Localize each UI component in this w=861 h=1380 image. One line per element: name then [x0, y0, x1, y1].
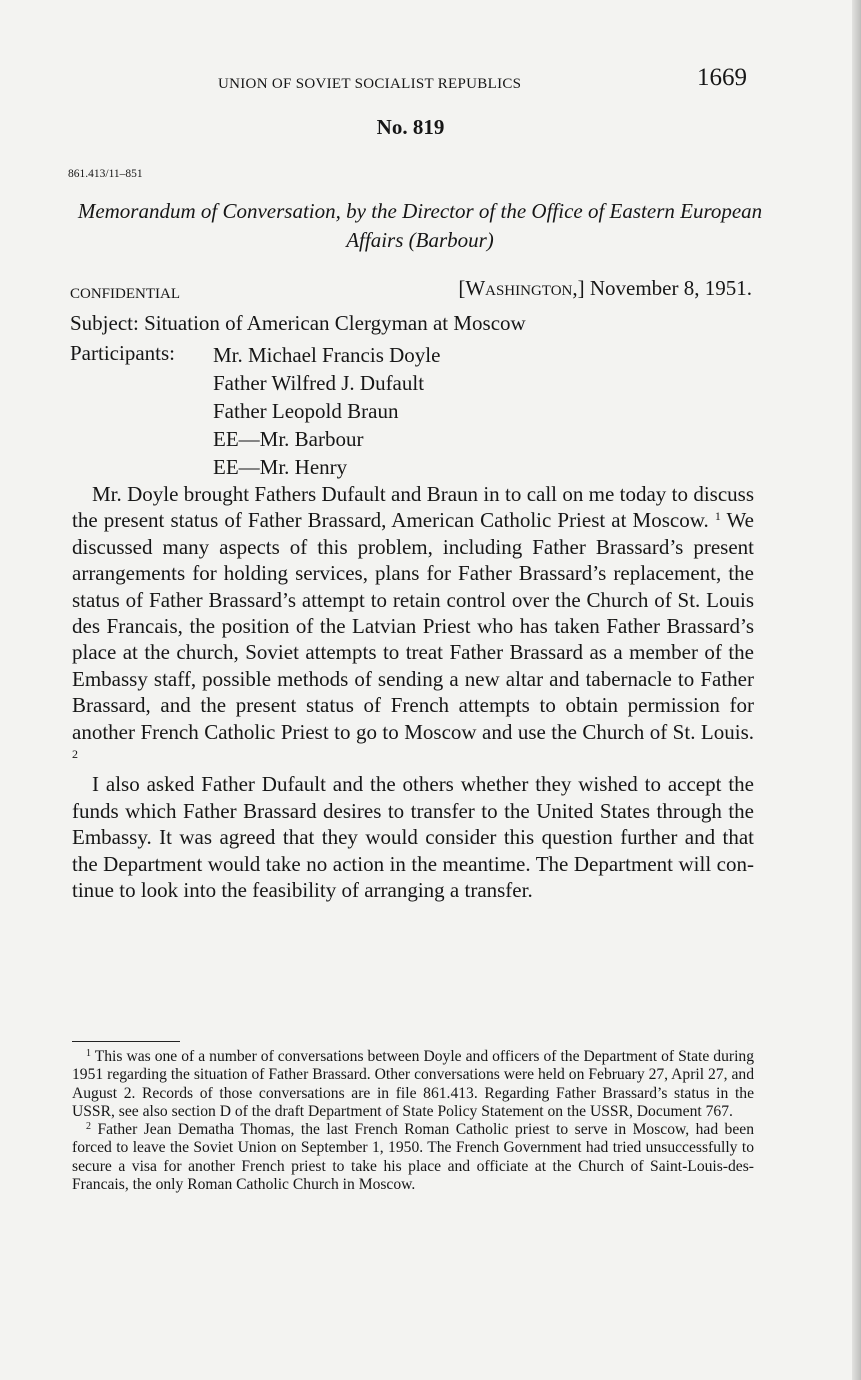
footnote-text: This was one of a number of conversations between Doyle and officers of the Department of State during 1951 regarding the situation of Father Brassard. Other conversations were held on February 27, April 27, and August 2. Records of those conversations are in file 861.413. Regarding Father Brassard’s status in the USSR, see also section D of the draft Department of State Policy Statement on the USSR, Document 767. [72, 1048, 755, 1120]
footnote-2 [72, 1121, 754, 1194]
footnotes [72, 1048, 754, 1194]
participants-list [213, 341, 440, 481]
body-paragraph-1-part-a: Mr. Doyle brought Fathers Dufault and Braun in to call on me today to discuss the present status of Father Brassard, American Catholic Priest at Moscow. [72, 482, 754, 533]
document-title: Memorandum of Conversation, by the Director of the Office of Eastern European Affairs (Barbour) [77, 199, 763, 252]
footnote-mark: 1 [86, 1048, 91, 1059]
footnote-ref-2: 2 [72, 747, 78, 762]
page-number: 1669 [697, 64, 747, 91]
file-reference: 861.413/11–851 [68, 168, 143, 180]
participant: EE—Mr. Henry [213, 455, 348, 479]
running-head: UNION OF SOVIET SOCIALIST REPUBLICS [218, 76, 522, 92]
footnote-text: Father Jean Dematha Thomas, the last French Roman Catholic priest to serve in Moscow, had been forced to leave the Soviet Union on September 1, 1950. The French Government had tried unsuccessfully to secure a visa for another French priest to take his place and officiate at the Church of Saint-Louis-des-Francais, the only Roman Catholic Church in Moscow. [72, 1121, 754, 1194]
body-paragraph-2: I also asked Father Dufault and the others whether they wished to accept the funds which Father Brassard desires to transfer to the United States through the Embassy. It was agreed that they would consider this question further and that the Department would take no action in the meantime. The Department will continue to look into the feasibility of arranging a transfer. [72, 772, 754, 903]
footnote-1 [72, 1048, 754, 1121]
footnote-ref-1: 1 [714, 509, 721, 524]
subject-line: Subject: Situation of American Clergyman at Moscow [70, 311, 526, 335]
scan-edge [852, 0, 861, 1380]
body-paragraph-1-part-b: We discussed many aspects of this problem, including Father Brassard’s present arrangements for holding services, plans for Father Brassard’s replacement, the status of Father Brassard’s attempt to retain control over the Church of St. Louis des Francais, the position of the Latvian Priest who has taken Father Brassard’s place at the church, Soviet attempts to treat Father Brassard as a member of the Embassy staff, possible methods of sending a new altar and tabernacle to Father Brassard, and the present status of French attempts to obtain permission for another French Catholic Priest to go to Moscow and use the Church of St. Louis. [72, 508, 754, 744]
footnote-divider [72, 1041, 180, 1042]
memo-body [72, 481, 754, 904]
document-number: No. 819 [376, 115, 445, 139]
participant: Father Wilfred J. Dufault [213, 371, 425, 395]
participant: Mr. Michael Francis Doyle [213, 343, 441, 367]
participants-label: Participants: [70, 341, 175, 365]
classification-label: CONFIDENTIAL [70, 286, 180, 302]
footnote-mark: 2 [86, 1121, 91, 1133]
dateline-place: Washington, [465, 276, 578, 300]
participant: Father Leopold Braun [213, 399, 399, 423]
dateline-date: November 8, 1951. [589, 276, 752, 300]
participant: EE—Mr. Barbour [213, 427, 364, 451]
dateline: [Washington,] November 8, 1951. [458, 276, 752, 300]
body-paragraph-1 [72, 481, 754, 771]
